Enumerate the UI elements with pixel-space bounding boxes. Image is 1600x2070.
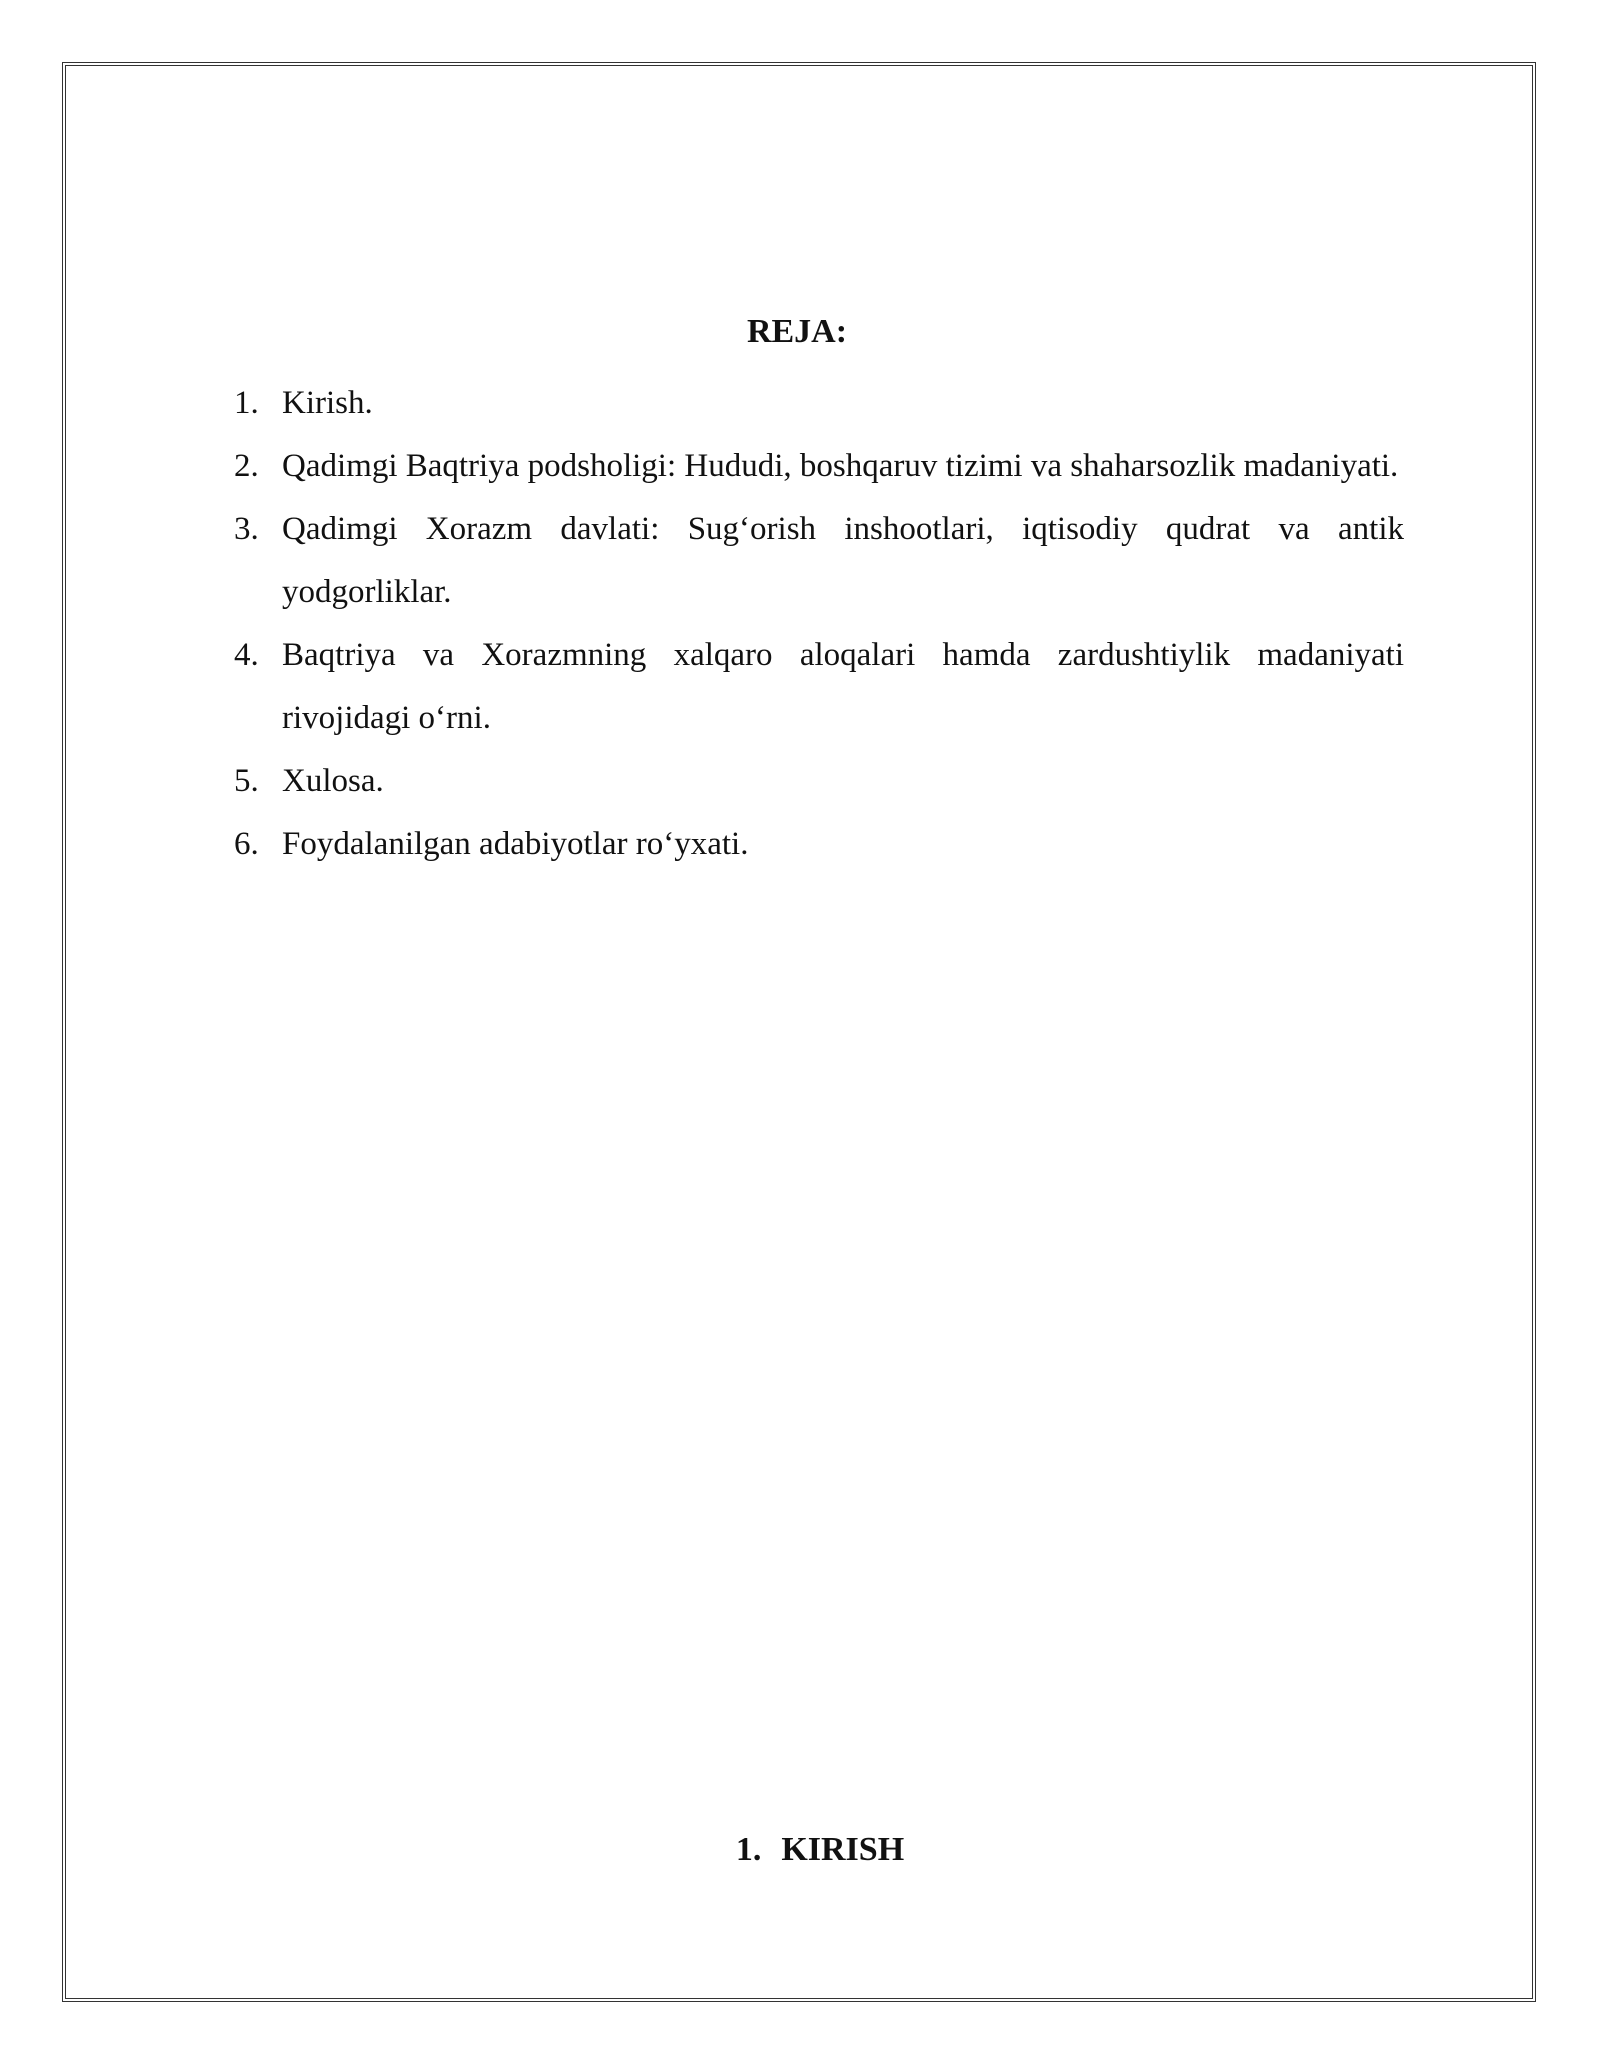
plan-item-number: 4. bbox=[234, 637, 259, 673]
plan-item-text: Qadimgi Xorazm davlati: Sug‘orish inshootlari, iqtisodiy qudrat va antik yodgorliklar. bbox=[282, 511, 1404, 610]
plan-item bbox=[232, 750, 1404, 813]
plan-item-number: 2. bbox=[234, 448, 259, 484]
plan-item-number: 5. bbox=[234, 763, 259, 799]
plan-item-text: Baqtriya va Xorazmning xalqaro aloqalari hamda zardushtiylik madaniyati rivojidagi o‘rni. bbox=[282, 637, 1404, 736]
plan-item bbox=[232, 813, 1404, 876]
plan-title-text: REJA: bbox=[746, 313, 848, 350]
plan-item bbox=[232, 372, 1404, 435]
plan-item-text: Foydalanilgan adabiyotlar ro‘yxati. bbox=[282, 826, 749, 862]
plan-item-text: Kirish. bbox=[282, 385, 373, 421]
plan-item bbox=[232, 498, 1404, 624]
plan-item bbox=[232, 435, 1404, 498]
plan-list bbox=[232, 372, 1404, 876]
plan-item-text: Qadimgi Baqtriya podsholigi: Hududi, boshqaruv tizimi va shaharsozlik madaniyati. bbox=[282, 448, 1399, 484]
plan-item bbox=[232, 624, 1404, 750]
section-heading bbox=[0, 1828, 1600, 1872]
section-title: KIRISH bbox=[781, 1831, 905, 1868]
plan-item-number: 6. bbox=[234, 826, 259, 862]
plan-item-number: 1. bbox=[234, 385, 259, 421]
section-number: 1. bbox=[735, 1831, 762, 1868]
plan-title bbox=[0, 310, 1600, 354]
plan-item-text: Xulosa. bbox=[282, 763, 384, 799]
plan-item-number: 3. bbox=[234, 511, 259, 547]
